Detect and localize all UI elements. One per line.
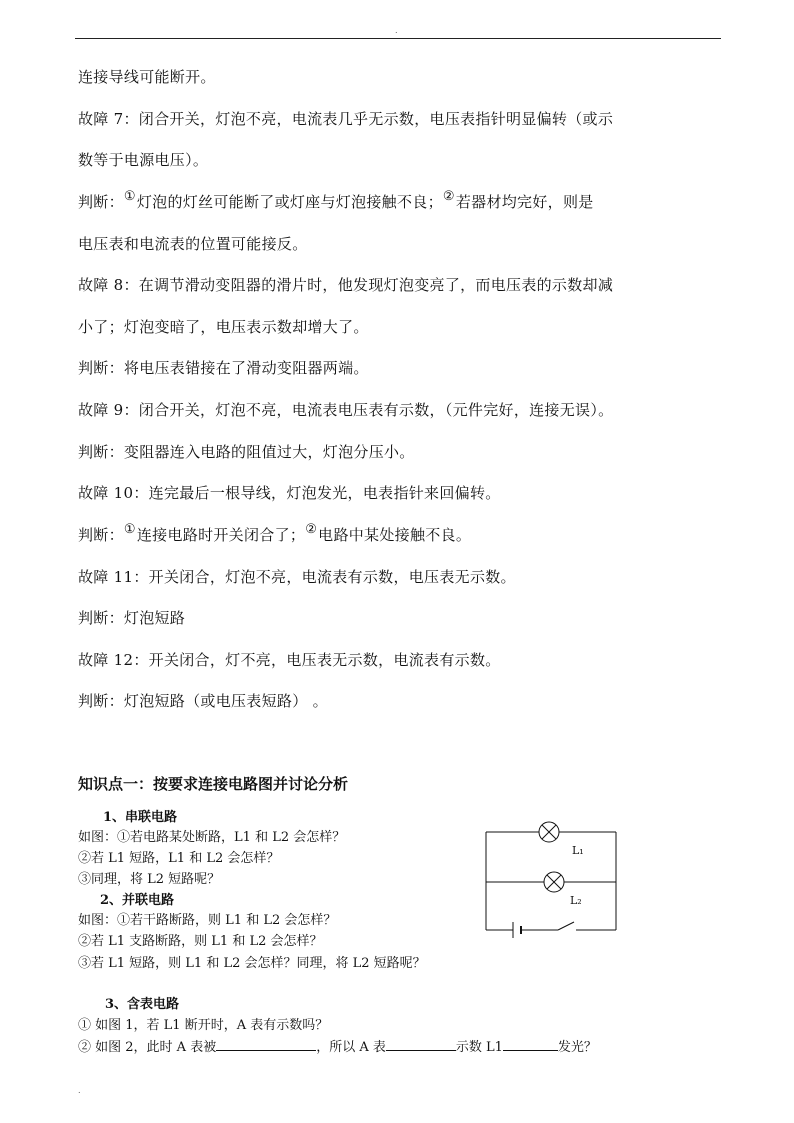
fill-blank-2[interactable] (386, 1038, 456, 1051)
parallel-circuit-diagram (478, 820, 623, 945)
meter-title: 3、含表电路 (105, 997, 180, 1012)
text-line (78, 108, 613, 129)
text-line (78, 690, 328, 711)
circle-number-2: ② (305, 522, 318, 537)
series-question-3: ③同理，将 L2 短路呢？ (78, 872, 221, 887)
text-line (78, 524, 471, 545)
meter-question-1: ① 如图 1，若 L1 断开时，A 表有示数吗？ (78, 1018, 329, 1033)
line-text: 故障 10：连完最后一根导线，灯泡发光，电表指针来回偏转。 (78, 484, 501, 502)
line-text: 故障 9：闭合开关，灯泡不亮，电流表电压表有示数，（元件完好，连接无误）。 (78, 401, 614, 419)
series-q1-circle: ① (117, 830, 131, 845)
text-line (78, 66, 216, 87)
line-text: 判断： (78, 193, 124, 211)
label-l2: L₂ (570, 894, 582, 907)
line-text: 小了；灯泡变暗了，电压表示数却增大了。 (78, 318, 369, 336)
text-line (78, 482, 501, 503)
text-line (78, 566, 516, 587)
parallel-question-3: ③若 L1 短路，则 L1 和 L2 会怎样？同理，将 L2 短路呢？ (78, 956, 426, 971)
line-text-mid: 连接电路时开关闭合了； (136, 526, 306, 544)
text-line (78, 316, 369, 337)
footer-mark: . (78, 1086, 81, 1095)
line-text: 故障 7：闭合开关，灯泡不亮，电流表几乎无示数，电压表指针明显偏转（或示 (78, 110, 614, 128)
text-line (78, 233, 308, 254)
line-text: 故障 11：开关闭合，灯泡不亮，电流表有示数，电压表无示数。 (78, 568, 516, 586)
circle-number-2: ② (442, 189, 455, 204)
text-line (78, 649, 501, 670)
line-text: 判断：将电压表错接在了滑动变阻器两端。 (78, 359, 369, 377)
meter-question-2 (78, 1036, 597, 1055)
line-text: 判断：变阻器连入电路的阻值过大，灯泡分压小。 (78, 443, 415, 461)
series-question-1 (78, 826, 345, 845)
parallel-question-1 (78, 909, 336, 928)
parallel-q1-prefix: 如图： (78, 913, 118, 928)
line-text: 数等于电源电压）。 (78, 151, 209, 169)
text-line (78, 149, 208, 170)
line-text-post: 若器材均完好，则是 (455, 193, 594, 211)
line-text-post: 电路中某处接触不良。 (318, 526, 472, 544)
line-text-mid: 灯泡的灯丝可能断了或灯座与灯泡接触不良； (136, 193, 443, 211)
circle-number-1: ① (123, 189, 136, 204)
text-line (78, 607, 185, 628)
line-text: 故障 8：在调节滑动变阻器的滑片时，他发现灯泡变亮了，而电压表的示数却减 (78, 276, 614, 294)
line-text: 电压表和电流表的位置可能接反。 (78, 235, 308, 253)
line-text: 故障 12：开关闭合，灯不亮，电压表无示数，电流表有示数。 (78, 651, 501, 669)
fill-blank-3[interactable] (503, 1038, 558, 1051)
line-text: 判断：灯泡短路 (78, 609, 186, 627)
fill-blank-1[interactable] (216, 1038, 316, 1051)
meter-q2-part-b: ，所以 A 表 (316, 1040, 386, 1055)
meter-q2-part-d: 发光？ (557, 1040, 597, 1055)
label-l1: L₁ (572, 844, 584, 857)
text-line (78, 357, 369, 378)
series-q1-prefix: 如图： (78, 830, 118, 845)
series-title: 1、串联电路 (103, 810, 178, 825)
line-text: 连接导线可能断开。 (78, 68, 216, 86)
series-question-2: ②若 L1 短路，L1 和 L2 会怎样？ (78, 851, 280, 866)
line-text: 判断：灯泡短路（或电压表短路） 。 (78, 692, 328, 710)
section-title: 知识点一：按要求连接电路图并讨论分析 (78, 775, 349, 793)
parallel-question-2: ②若 L1 支路断路，则 L1 和 L2 会怎样？ (78, 934, 323, 949)
meter-q2-part-c: 示数 L1 (455, 1040, 503, 1055)
parallel-q1-text: 若干路断路，则 L1 和 L2 会怎样？ (130, 913, 337, 928)
line-text: 判断： (78, 526, 124, 544)
text-line (78, 191, 594, 212)
circle-number-1: ① (123, 522, 136, 537)
switch-icon (558, 922, 574, 930)
text-line (78, 441, 415, 462)
text-line (78, 399, 613, 420)
header-rule (75, 38, 721, 39)
parallel-q1-circle: ① (117, 913, 131, 928)
meter-q2-part-a: ② 如图 2，此时 A 表被 (78, 1040, 217, 1055)
header-mark: . (395, 26, 398, 35)
parallel-title: 2、并联电路 (100, 893, 175, 908)
series-q1-text: 若电路某处断路，L1 和 L2 会怎样？ (130, 830, 346, 845)
text-line (78, 274, 613, 295)
